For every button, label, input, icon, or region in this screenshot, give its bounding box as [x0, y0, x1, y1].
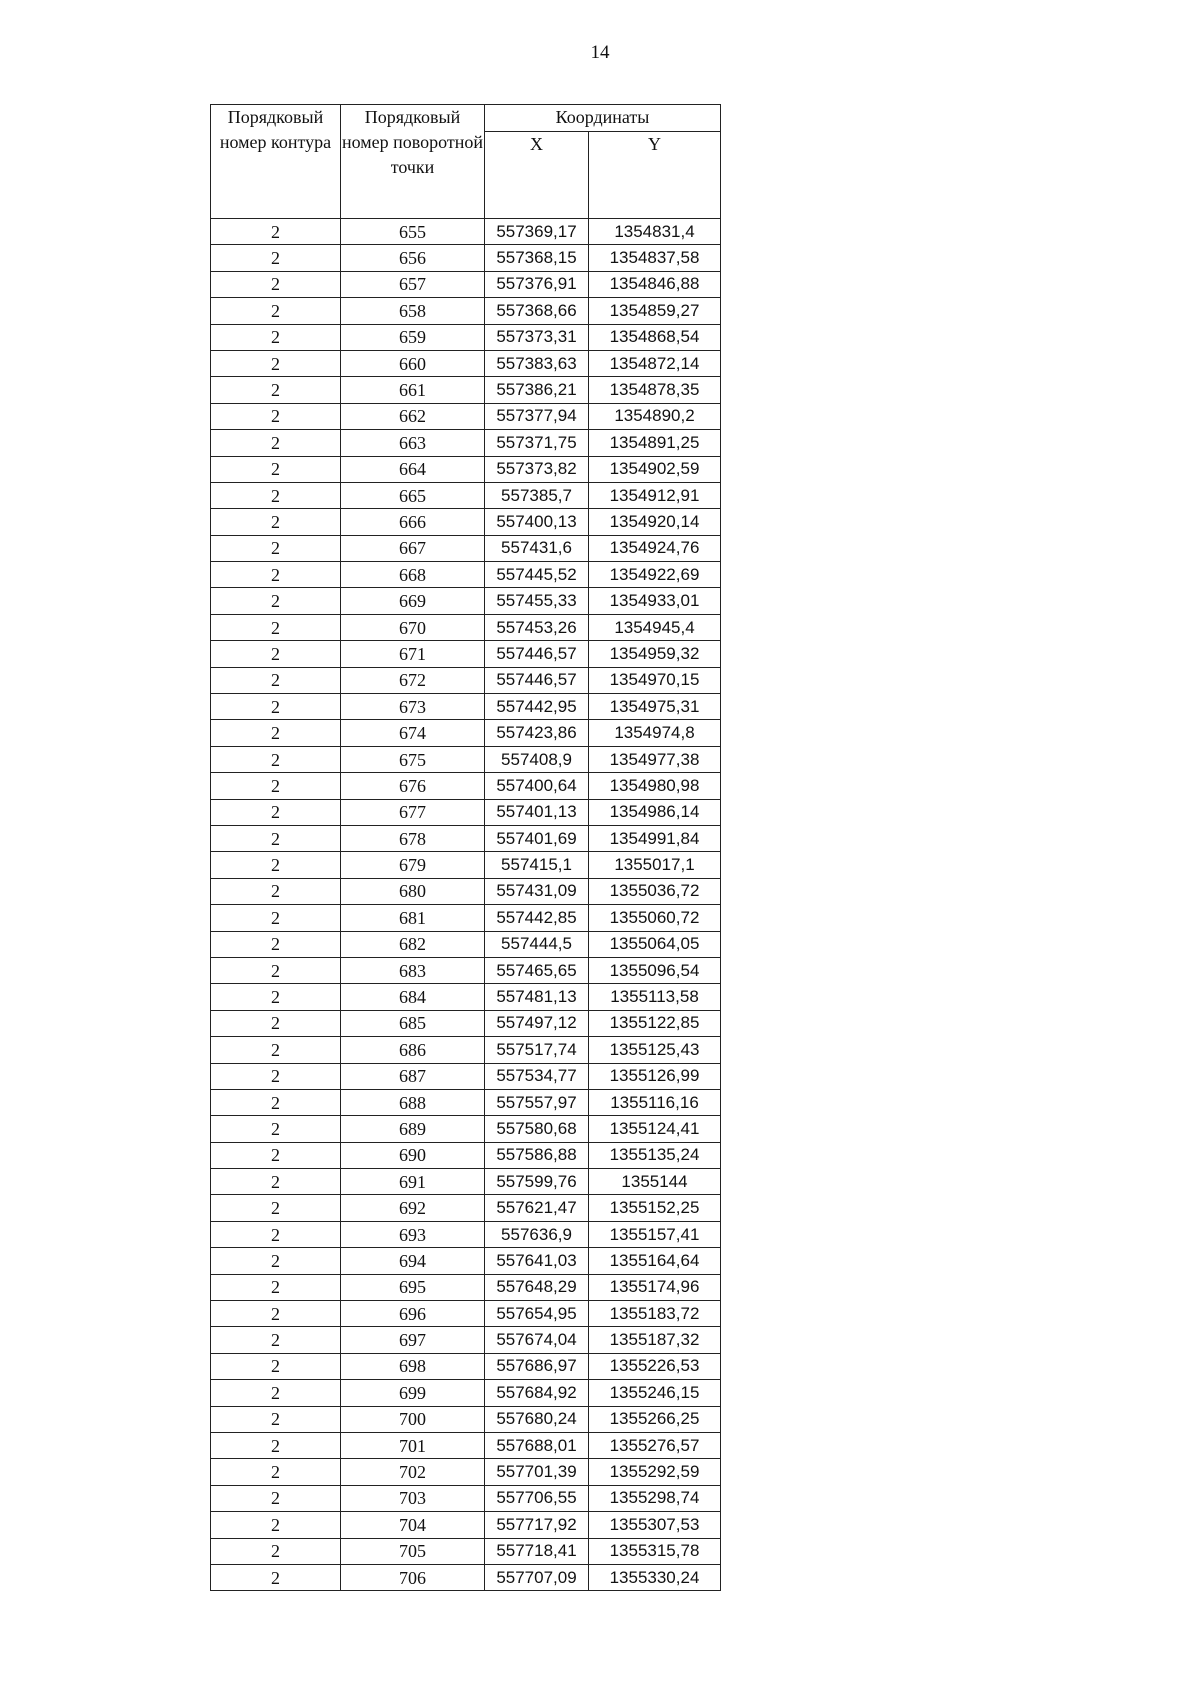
- table-row: [211, 984, 721, 1010]
- point-number-cell: 692: [341, 1195, 485, 1221]
- x-coordinate-cell: 557717,92: [485, 1512, 589, 1538]
- x-coordinate-cell: 557648,29: [485, 1274, 589, 1300]
- point-number-cell: 662: [341, 403, 485, 429]
- table-row: [211, 1485, 721, 1511]
- x-coordinate-cell: 557373,31: [485, 324, 589, 350]
- x-coordinate-cell: 557386,21: [485, 377, 589, 403]
- y-coordinate-cell: 1354868,54: [589, 324, 721, 350]
- y-coordinate-cell: 1355135,24: [589, 1142, 721, 1168]
- y-coordinate-cell: 1355017,1: [589, 852, 721, 878]
- contour-number-cell: 2: [211, 1353, 341, 1379]
- y-coordinate-cell: 1354859,27: [589, 298, 721, 324]
- y-coordinate-cell: 1355174,96: [589, 1274, 721, 1300]
- contour-number-cell: 2: [211, 1116, 341, 1142]
- table-row: [211, 535, 721, 561]
- y-coordinate-cell: 1354980,98: [589, 773, 721, 799]
- y-coordinate-cell: 1354975,31: [589, 694, 721, 720]
- x-coordinate-cell: 557718,41: [485, 1538, 589, 1564]
- point-number-cell: 681: [341, 905, 485, 931]
- table-row: [211, 614, 721, 640]
- x-coordinate-cell: 557654,95: [485, 1301, 589, 1327]
- point-number-cell: 695: [341, 1274, 485, 1300]
- y-coordinate-cell: 1355183,72: [589, 1301, 721, 1327]
- x-coordinate-cell: 557444,5: [485, 931, 589, 957]
- header-y: Y: [589, 132, 721, 219]
- x-coordinate-cell: 557674,04: [485, 1327, 589, 1353]
- point-number-cell: 675: [341, 746, 485, 772]
- x-coordinate-cell: 557707,09: [485, 1564, 589, 1590]
- point-number-cell: 673: [341, 694, 485, 720]
- x-coordinate-cell: 557465,65: [485, 957, 589, 983]
- x-coordinate-cell: 557373,82: [485, 456, 589, 482]
- table-row: [211, 878, 721, 904]
- contour-number-cell: 2: [211, 667, 341, 693]
- x-coordinate-cell: 557368,15: [485, 245, 589, 271]
- point-number-cell: 661: [341, 377, 485, 403]
- point-number-cell: 669: [341, 588, 485, 614]
- point-number-cell: 687: [341, 1063, 485, 1089]
- x-coordinate-cell: 557680,24: [485, 1406, 589, 1432]
- contour-number-cell: 2: [211, 298, 341, 324]
- point-number-cell: 703: [341, 1485, 485, 1511]
- x-coordinate-cell: 557445,52: [485, 562, 589, 588]
- contour-number-cell: 2: [211, 852, 341, 878]
- x-coordinate-cell: 557517,74: [485, 1037, 589, 1063]
- table-row: [211, 324, 721, 350]
- contour-number-cell: 2: [211, 1301, 341, 1327]
- point-number-cell: 676: [341, 773, 485, 799]
- point-number-cell: 705: [341, 1538, 485, 1564]
- x-coordinate-cell: 557385,7: [485, 482, 589, 508]
- x-coordinate-cell: 557706,55: [485, 1485, 589, 1511]
- table-row: [211, 1274, 721, 1300]
- table-row: [211, 1037, 721, 1063]
- y-coordinate-cell: 1354991,84: [589, 825, 721, 851]
- y-coordinate-cell: 1354912,91: [589, 482, 721, 508]
- point-number-cell: 657: [341, 271, 485, 297]
- contour-number-cell: 2: [211, 1512, 341, 1538]
- contour-number-cell: 2: [211, 1037, 341, 1063]
- y-coordinate-cell: 1354837,58: [589, 245, 721, 271]
- contour-number-cell: 2: [211, 377, 341, 403]
- point-number-cell: 667: [341, 535, 485, 561]
- contour-number-cell: 2: [211, 878, 341, 904]
- point-number-cell: 663: [341, 430, 485, 456]
- x-coordinate-cell: 557377,94: [485, 403, 589, 429]
- contour-number-cell: 2: [211, 1089, 341, 1115]
- point-number-cell: 694: [341, 1248, 485, 1274]
- contour-number-cell: 2: [211, 720, 341, 746]
- header-coordinates: Координаты: [485, 105, 721, 132]
- contour-number-cell: 2: [211, 1195, 341, 1221]
- contour-number-cell: 2: [211, 1274, 341, 1300]
- contour-number-cell: 2: [211, 1406, 341, 1432]
- x-coordinate-cell: 557401,69: [485, 825, 589, 851]
- table-row: [211, 905, 721, 931]
- x-coordinate-cell: 557376,91: [485, 271, 589, 297]
- table-body: [211, 219, 721, 1591]
- contour-number-cell: 2: [211, 1063, 341, 1089]
- x-coordinate-cell: 557442,95: [485, 694, 589, 720]
- point-number-cell: 701: [341, 1432, 485, 1458]
- point-number-cell: 699: [341, 1380, 485, 1406]
- y-coordinate-cell: 1355307,53: [589, 1512, 721, 1538]
- y-coordinate-cell: 1355292,59: [589, 1459, 721, 1485]
- x-coordinate-cell: 557431,09: [485, 878, 589, 904]
- point-number-cell: 689: [341, 1116, 485, 1142]
- table-row: [211, 219, 721, 245]
- table-row: [211, 720, 721, 746]
- y-coordinate-cell: 1354878,35: [589, 377, 721, 403]
- point-number-cell: 688: [341, 1089, 485, 1115]
- contour-number-cell: 2: [211, 1380, 341, 1406]
- y-coordinate-cell: 1355116,16: [589, 1089, 721, 1115]
- table-row: [211, 746, 721, 772]
- x-coordinate-cell: 557400,64: [485, 773, 589, 799]
- y-coordinate-cell: 1355266,25: [589, 1406, 721, 1432]
- table-row: [211, 931, 721, 957]
- contour-number-cell: 2: [211, 324, 341, 350]
- table-row: [211, 456, 721, 482]
- table-row: [211, 1248, 721, 1274]
- point-number-cell: 664: [341, 456, 485, 482]
- contour-number-cell: 2: [211, 509, 341, 535]
- point-number-cell: 683: [341, 957, 485, 983]
- y-coordinate-cell: 1355315,78: [589, 1538, 721, 1564]
- y-coordinate-cell: 1355126,99: [589, 1063, 721, 1089]
- point-number-cell: 665: [341, 482, 485, 508]
- x-coordinate-cell: 557688,01: [485, 1432, 589, 1458]
- x-coordinate-cell: 557401,13: [485, 799, 589, 825]
- y-coordinate-cell: 1354924,76: [589, 535, 721, 561]
- x-coordinate-cell: 557534,77: [485, 1063, 589, 1089]
- contour-number-cell: 2: [211, 245, 341, 271]
- point-number-cell: 678: [341, 825, 485, 851]
- point-number-cell: 659: [341, 324, 485, 350]
- table-row: [211, 1406, 721, 1432]
- table-row: [211, 694, 721, 720]
- point-number-cell: 658: [341, 298, 485, 324]
- contour-number-cell: 2: [211, 1010, 341, 1036]
- x-coordinate-cell: 557408,9: [485, 746, 589, 772]
- table-row: [211, 1380, 721, 1406]
- table-row: [211, 799, 721, 825]
- point-number-cell: 696: [341, 1301, 485, 1327]
- contour-number-cell: 2: [211, 1564, 341, 1590]
- header-contour-number: Порядковый номер контура: [211, 105, 341, 219]
- point-number-cell: 680: [341, 878, 485, 904]
- y-coordinate-cell: 1355060,72: [589, 905, 721, 931]
- point-number-cell: 691: [341, 1169, 485, 1195]
- table-row: [211, 852, 721, 878]
- point-number-cell: 668: [341, 562, 485, 588]
- contour-number-cell: 2: [211, 430, 341, 456]
- x-coordinate-cell: 557684,92: [485, 1380, 589, 1406]
- table-row: [211, 430, 721, 456]
- table-row: [211, 482, 721, 508]
- contour-number-cell: 2: [211, 588, 341, 614]
- table-row: [211, 1063, 721, 1089]
- y-coordinate-cell: 1355164,64: [589, 1248, 721, 1274]
- x-coordinate-cell: 557383,63: [485, 350, 589, 376]
- table-row: [211, 271, 721, 297]
- contour-number-cell: 2: [211, 614, 341, 640]
- point-number-cell: 704: [341, 1512, 485, 1538]
- page-number: 14: [590, 42, 610, 63]
- y-coordinate-cell: 1354977,38: [589, 746, 721, 772]
- x-coordinate-cell: 557497,12: [485, 1010, 589, 1036]
- contour-number-cell: 2: [211, 562, 341, 588]
- x-coordinate-cell: 557369,17: [485, 219, 589, 245]
- point-number-cell: 690: [341, 1142, 485, 1168]
- contour-number-cell: 2: [211, 905, 341, 931]
- table-row: [211, 1327, 721, 1353]
- point-number-cell: 656: [341, 245, 485, 271]
- x-coordinate-cell: 557455,33: [485, 588, 589, 614]
- contour-number-cell: 2: [211, 984, 341, 1010]
- y-coordinate-cell: 1355113,58: [589, 984, 721, 1010]
- x-coordinate-cell: 557641,03: [485, 1248, 589, 1274]
- table-row: [211, 1195, 721, 1221]
- y-coordinate-cell: 1355276,57: [589, 1432, 721, 1458]
- contour-number-cell: 2: [211, 271, 341, 297]
- y-coordinate-cell: 1354970,15: [589, 667, 721, 693]
- point-number-cell: 670: [341, 614, 485, 640]
- table-row: [211, 667, 721, 693]
- contour-number-cell: 2: [211, 1538, 341, 1564]
- table-row: [211, 1169, 721, 1195]
- table-row: [211, 1538, 721, 1564]
- header-x: X: [485, 132, 589, 219]
- y-coordinate-cell: 1355122,85: [589, 1010, 721, 1036]
- point-number-cell: 697: [341, 1327, 485, 1353]
- x-coordinate-cell: 557442,85: [485, 905, 589, 931]
- point-number-cell: 684: [341, 984, 485, 1010]
- y-coordinate-cell: 1355246,15: [589, 1380, 721, 1406]
- contour-number-cell: 2: [211, 1485, 341, 1511]
- y-coordinate-cell: 1355096,54: [589, 957, 721, 983]
- contour-number-cell: 2: [211, 957, 341, 983]
- x-coordinate-cell: 557621,47: [485, 1195, 589, 1221]
- point-number-cell: 672: [341, 667, 485, 693]
- table-row: [211, 1512, 721, 1538]
- y-coordinate-cell: 1354902,59: [589, 456, 721, 482]
- point-number-cell: 660: [341, 350, 485, 376]
- table-row: [211, 1221, 721, 1247]
- coordinates-table: [210, 104, 721, 1591]
- table-row: [211, 957, 721, 983]
- x-coordinate-cell: 557636,9: [485, 1221, 589, 1247]
- y-coordinate-cell: 1355152,25: [589, 1195, 721, 1221]
- contour-number-cell: 2: [211, 825, 341, 851]
- table-row: [211, 403, 721, 429]
- point-number-cell: 685: [341, 1010, 485, 1036]
- table-row: [211, 562, 721, 588]
- y-coordinate-cell: 1354891,25: [589, 430, 721, 456]
- point-number-cell: 706: [341, 1564, 485, 1590]
- table-row: [211, 1432, 721, 1458]
- table-row: [211, 1116, 721, 1142]
- contour-number-cell: 2: [211, 746, 341, 772]
- table-row: [211, 350, 721, 376]
- table-row: [211, 245, 721, 271]
- contour-number-cell: 2: [211, 931, 341, 957]
- table-row: [211, 1010, 721, 1036]
- y-coordinate-cell: 1355036,72: [589, 878, 721, 904]
- y-coordinate-cell: 1355124,41: [589, 1116, 721, 1142]
- point-number-cell: 679: [341, 852, 485, 878]
- contour-number-cell: 2: [211, 1459, 341, 1485]
- y-coordinate-cell: 1354920,14: [589, 509, 721, 535]
- point-number-cell: 693: [341, 1221, 485, 1247]
- table-row: [211, 1564, 721, 1590]
- x-coordinate-cell: 557481,13: [485, 984, 589, 1010]
- table-row: [211, 588, 721, 614]
- contour-number-cell: 2: [211, 456, 341, 482]
- contour-number-cell: 2: [211, 350, 341, 376]
- table-row: [211, 298, 721, 324]
- x-coordinate-cell: 557557,97: [485, 1089, 589, 1115]
- y-coordinate-cell: 1355226,53: [589, 1353, 721, 1379]
- contour-number-cell: 2: [211, 694, 341, 720]
- point-number-cell: 671: [341, 641, 485, 667]
- table-row: [211, 641, 721, 667]
- y-coordinate-cell: 1355125,43: [589, 1037, 721, 1063]
- x-coordinate-cell: 557368,66: [485, 298, 589, 324]
- y-coordinate-cell: 1354986,14: [589, 799, 721, 825]
- point-number-cell: 698: [341, 1353, 485, 1379]
- contour-number-cell: 2: [211, 535, 341, 561]
- x-coordinate-cell: 557400,13: [485, 509, 589, 535]
- table-row: [211, 1459, 721, 1485]
- y-coordinate-cell: 1355330,24: [589, 1564, 721, 1590]
- contour-number-cell: 2: [211, 1169, 341, 1195]
- table-row: [211, 1142, 721, 1168]
- y-coordinate-cell: 1354890,2: [589, 403, 721, 429]
- contour-number-cell: 2: [211, 219, 341, 245]
- y-coordinate-cell: 1354846,88: [589, 271, 721, 297]
- contour-number-cell: 2: [211, 1142, 341, 1168]
- point-number-cell: 666: [341, 509, 485, 535]
- y-coordinate-cell: 1354933,01: [589, 588, 721, 614]
- contour-number-cell: 2: [211, 1432, 341, 1458]
- y-coordinate-cell: 1354922,69: [589, 562, 721, 588]
- x-coordinate-cell: 557686,97: [485, 1353, 589, 1379]
- table-row: [211, 1301, 721, 1327]
- contour-number-cell: 2: [211, 799, 341, 825]
- table-row: [211, 825, 721, 851]
- contour-number-cell: 2: [211, 482, 341, 508]
- contour-number-cell: 2: [211, 403, 341, 429]
- x-coordinate-cell: 557371,75: [485, 430, 589, 456]
- y-coordinate-cell: 1354945,4: [589, 614, 721, 640]
- y-coordinate-cell: 1355187,32: [589, 1327, 721, 1353]
- table-row: [211, 773, 721, 799]
- contour-number-cell: 2: [211, 1248, 341, 1274]
- y-coordinate-cell: 1355157,41: [589, 1221, 721, 1247]
- contour-number-cell: 2: [211, 1221, 341, 1247]
- point-number-cell: 655: [341, 219, 485, 245]
- point-number-cell: 677: [341, 799, 485, 825]
- table-row: [211, 509, 721, 535]
- x-coordinate-cell: 557423,86: [485, 720, 589, 746]
- x-coordinate-cell: 557446,57: [485, 641, 589, 667]
- point-number-cell: 686: [341, 1037, 485, 1063]
- table-row: [211, 377, 721, 403]
- x-coordinate-cell: 557580,68: [485, 1116, 589, 1142]
- y-coordinate-cell: 1354959,32: [589, 641, 721, 667]
- point-number-cell: 674: [341, 720, 485, 746]
- table-row: [211, 1089, 721, 1115]
- contour-number-cell: 2: [211, 641, 341, 667]
- x-coordinate-cell: 557431,6: [485, 535, 589, 561]
- contour-number-cell: 2: [211, 773, 341, 799]
- header-point-number: Порядковый номер поворотной точки: [341, 105, 485, 219]
- x-coordinate-cell: 557415,1: [485, 852, 589, 878]
- y-coordinate-cell: 1354831,4: [589, 219, 721, 245]
- y-coordinate-cell: 1354974,8: [589, 720, 721, 746]
- x-coordinate-cell: 557599,76: [485, 1169, 589, 1195]
- y-coordinate-cell: 1355144: [589, 1169, 721, 1195]
- contour-number-cell: 2: [211, 1327, 341, 1353]
- y-coordinate-cell: 1354872,14: [589, 350, 721, 376]
- table-row: [211, 1353, 721, 1379]
- point-number-cell: 682: [341, 931, 485, 957]
- y-coordinate-cell: 1355298,74: [589, 1485, 721, 1511]
- x-coordinate-cell: 557586,88: [485, 1142, 589, 1168]
- point-number-cell: 700: [341, 1406, 485, 1432]
- x-coordinate-cell: 557701,39: [485, 1459, 589, 1485]
- x-coordinate-cell: 557446,57: [485, 667, 589, 693]
- y-coordinate-cell: 1355064,05: [589, 931, 721, 957]
- point-number-cell: 702: [341, 1459, 485, 1485]
- x-coordinate-cell: 557453,26: [485, 614, 589, 640]
